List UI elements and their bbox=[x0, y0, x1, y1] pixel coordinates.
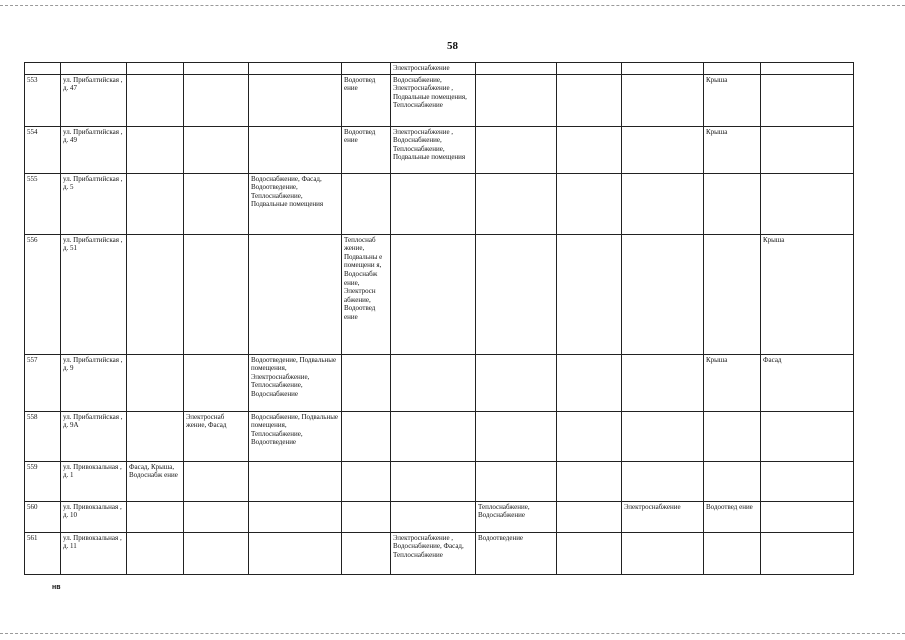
table-cell bbox=[622, 63, 704, 75]
table-cell bbox=[25, 63, 61, 75]
work-type-cell: Водоотвед ение bbox=[704, 501, 761, 532]
work-type-cell bbox=[127, 354, 184, 411]
work-type-cell bbox=[342, 411, 391, 461]
work-type-cell: Электроснабжение , Водоснабжение, Теплоснабжение, Подвальные помещения bbox=[391, 126, 476, 173]
work-type-cell bbox=[622, 461, 704, 501]
header-continuation-row bbox=[25, 63, 854, 75]
work-type-cell bbox=[761, 461, 854, 501]
work-type-cell bbox=[127, 501, 184, 532]
work-type-cell bbox=[476, 126, 557, 173]
work-type-cell bbox=[391, 501, 476, 532]
scan-edge-bottom bbox=[0, 633, 905, 634]
address-cell: ул. Привокзальная , д. 11 bbox=[61, 532, 127, 574]
address-cell: ул. Прибалтийская , д. 5 bbox=[61, 173, 127, 234]
work-type-cell: Водоотвед ение bbox=[342, 74, 391, 126]
table-row bbox=[25, 461, 854, 501]
work-type-cell bbox=[476, 461, 557, 501]
work-type-cell bbox=[391, 173, 476, 234]
work-type-cell bbox=[476, 354, 557, 411]
table-row bbox=[25, 411, 854, 461]
row-number-cell: 557 bbox=[25, 354, 61, 411]
work-type-cell bbox=[391, 411, 476, 461]
work-type-cell bbox=[391, 461, 476, 501]
work-type-cell bbox=[761, 173, 854, 234]
work-type-cell bbox=[761, 532, 854, 574]
work-type-cell: Водоотведение bbox=[476, 532, 557, 574]
address-cell: ул. Привокзальная , д. 10 bbox=[61, 501, 127, 532]
work-type-cell bbox=[127, 234, 184, 354]
work-type-cell bbox=[391, 354, 476, 411]
work-type-cell bbox=[249, 74, 342, 126]
work-type-cell bbox=[342, 532, 391, 574]
work-type-cell: Теплоснабжение, Водоснабжение bbox=[476, 501, 557, 532]
work-type-cell bbox=[622, 126, 704, 173]
work-type-cell bbox=[184, 173, 249, 234]
address-cell: ул. Прибалтийская , д. 9А bbox=[61, 411, 127, 461]
table-row bbox=[25, 354, 854, 411]
table-row bbox=[25, 74, 854, 126]
work-type-cell bbox=[704, 411, 761, 461]
work-type-cell bbox=[622, 234, 704, 354]
row-number-cell: 559 bbox=[25, 461, 61, 501]
work-type-cell bbox=[557, 532, 622, 574]
work-type-cell bbox=[557, 74, 622, 126]
work-type-cell: Крыша bbox=[704, 126, 761, 173]
work-type-cell bbox=[127, 74, 184, 126]
table-cell bbox=[557, 63, 622, 75]
address-cell: ул. Привокзальная , д. 1 bbox=[61, 461, 127, 501]
row-number-cell: 561 bbox=[25, 532, 61, 574]
work-type-cell bbox=[761, 126, 854, 173]
work-type-cell bbox=[184, 234, 249, 354]
work-type-cell bbox=[761, 74, 854, 126]
row-number-cell: 554 bbox=[25, 126, 61, 173]
table-cell bbox=[184, 63, 249, 75]
work-type-cell: Электроснабжение bbox=[622, 501, 704, 532]
work-type-cell bbox=[342, 173, 391, 234]
table-cell bbox=[249, 63, 342, 75]
header-continuation-cell: Электроснабжение bbox=[391, 63, 476, 75]
address-cell: ул. Прибалтийская , д. 51 bbox=[61, 234, 127, 354]
address-cell: ул. Прибалтийская , д. 47 bbox=[61, 74, 127, 126]
work-type-cell: Крыша bbox=[761, 234, 854, 354]
work-type-cell: Водоснабжение, Электроснабжение , Подвальные помещения, Теплоснабжение bbox=[391, 74, 476, 126]
work-type-cell bbox=[704, 173, 761, 234]
work-type-cell bbox=[622, 74, 704, 126]
work-type-cell bbox=[249, 501, 342, 532]
repair-schedule-table bbox=[24, 62, 854, 575]
work-type-cell bbox=[761, 411, 854, 461]
work-type-cell bbox=[184, 354, 249, 411]
table-row bbox=[25, 126, 854, 173]
work-type-cell bbox=[184, 461, 249, 501]
work-type-cell bbox=[342, 461, 391, 501]
table-cell bbox=[61, 63, 127, 75]
work-type-cell bbox=[184, 532, 249, 574]
work-type-cell bbox=[704, 461, 761, 501]
work-type-cell bbox=[557, 411, 622, 461]
work-type-cell bbox=[249, 461, 342, 501]
work-type-cell: Крыша bbox=[704, 74, 761, 126]
work-type-cell bbox=[184, 126, 249, 173]
work-type-cell bbox=[476, 234, 557, 354]
work-type-cell bbox=[557, 234, 622, 354]
table-row bbox=[25, 501, 854, 532]
work-type-cell: Водоотвед ение bbox=[342, 126, 391, 173]
work-type-cell bbox=[342, 354, 391, 411]
work-type-cell bbox=[622, 411, 704, 461]
work-type-cell bbox=[476, 173, 557, 234]
scan-edge-top bbox=[0, 5, 905, 6]
work-type-cell bbox=[127, 532, 184, 574]
work-type-cell bbox=[557, 173, 622, 234]
table-body bbox=[25, 63, 854, 575]
work-type-cell bbox=[761, 501, 854, 532]
work-type-cell bbox=[476, 74, 557, 126]
table-cell bbox=[476, 63, 557, 75]
work-type-cell bbox=[476, 411, 557, 461]
table-row bbox=[25, 532, 854, 574]
work-type-cell: Фасад, Крыша, Водоснабж ение bbox=[127, 461, 184, 501]
work-type-cell bbox=[184, 501, 249, 532]
work-type-cell bbox=[127, 411, 184, 461]
work-type-cell bbox=[622, 354, 704, 411]
row-number-cell: 556 bbox=[25, 234, 61, 354]
row-number-cell: 553 bbox=[25, 74, 61, 126]
work-type-cell bbox=[127, 126, 184, 173]
work-type-cell: Фасад bbox=[761, 354, 854, 411]
work-type-cell: Водоснабжение, Фасад, Водоотведение, Теплоснабжение, Подвальные помещения bbox=[249, 173, 342, 234]
table-row bbox=[25, 234, 854, 354]
table-cell bbox=[761, 63, 854, 75]
address-cell: ул. Прибалтийская , д. 9 bbox=[61, 354, 127, 411]
work-type-cell bbox=[342, 501, 391, 532]
work-type-cell bbox=[622, 532, 704, 574]
work-type-cell: Водоснабжение, Подвальные помещения, Теплоснабжение, Водоотведение bbox=[249, 411, 342, 461]
work-type-cell bbox=[557, 501, 622, 532]
work-type-cell bbox=[704, 234, 761, 354]
work-type-cell bbox=[557, 354, 622, 411]
work-type-cell bbox=[184, 74, 249, 126]
table-cell bbox=[127, 63, 184, 75]
work-type-cell: Водоотведение, Подвальные помещения, Электроснабжение, Теплоснабжение, Водоснабжение bbox=[249, 354, 342, 411]
table-cell bbox=[704, 63, 761, 75]
work-type-cell bbox=[557, 126, 622, 173]
row-number-cell: 560 bbox=[25, 501, 61, 532]
work-type-cell bbox=[127, 173, 184, 234]
page-number: 58 bbox=[447, 40, 458, 52]
work-type-cell bbox=[557, 461, 622, 501]
work-type-cell bbox=[391, 234, 476, 354]
table-row bbox=[25, 173, 854, 234]
work-type-cell: Электроснабжение , Водоснабжение, Фасад, Теплоснабжение bbox=[391, 532, 476, 574]
work-type-cell: Крыша bbox=[704, 354, 761, 411]
work-type-cell: Электроснаб жение, Фасад bbox=[184, 411, 249, 461]
row-number-cell: 558 bbox=[25, 411, 61, 461]
work-type-cell bbox=[704, 532, 761, 574]
work-type-cell bbox=[249, 532, 342, 574]
work-type-cell bbox=[249, 234, 342, 354]
table-cell bbox=[342, 63, 391, 75]
work-type-cell bbox=[622, 173, 704, 234]
footer-mark: нв bbox=[52, 584, 61, 591]
address-cell: ул. Прибалтийская , д. 49 bbox=[61, 126, 127, 173]
work-type-cell bbox=[249, 126, 342, 173]
work-type-cell: Теплоснаб жение, Подвальны е помещени я, Водоснабж ение, Электросн абжение, Водоотвед ение bbox=[342, 234, 391, 354]
row-number-cell: 555 bbox=[25, 173, 61, 234]
